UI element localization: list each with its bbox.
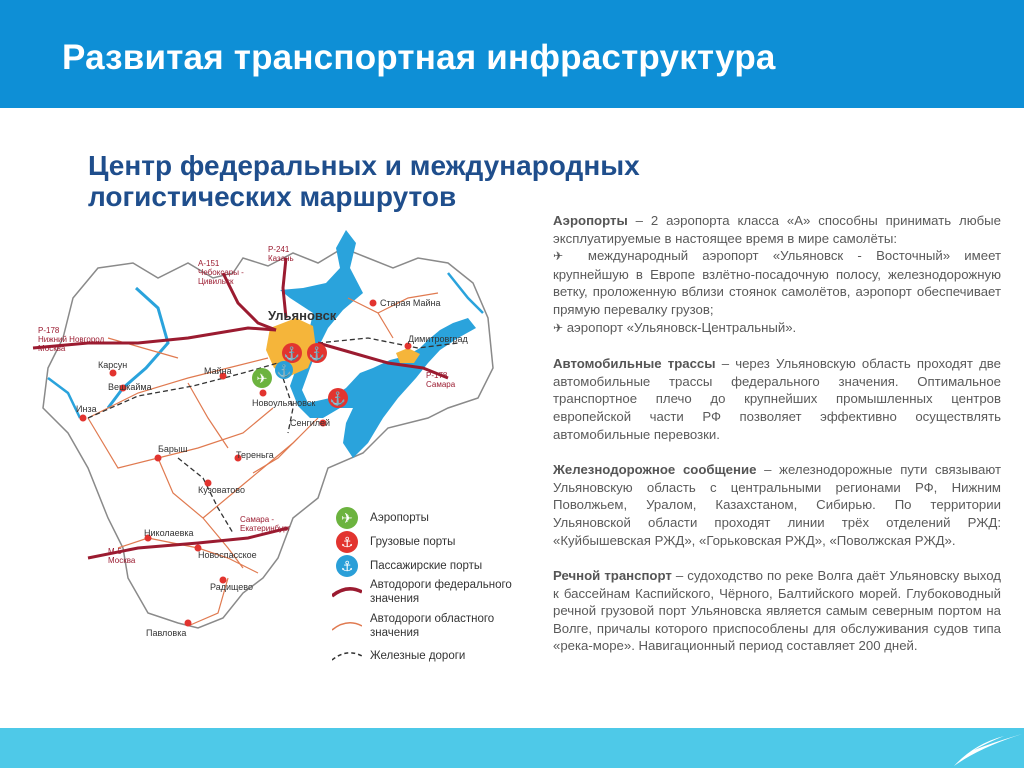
legend-cargo-ports: ⚓ Грузовые порты <box>332 530 455 554</box>
svg-text:Чебоксары -: Чебоксары - <box>198 268 244 277</box>
header-bar <box>0 0 1024 108</box>
passenger-port-marker <box>275 361 293 379</box>
legend-railways: Железные дороги <box>332 644 465 668</box>
svg-text:✈: ✈ <box>256 371 268 386</box>
roads-paragraph: Автомобильные трассы – через Ульяновскую область проходят две автомобильные трассы федерального значения. Оптимальное транспортное плечо до крупнейших промышленных центров европейской части РФ позволяет эффективно осуществлять автомобильные перевозки. <box>553 356 1001 442</box>
svg-text:Москва: Москва <box>108 556 136 565</box>
svg-text:Самара: Самара <box>426 380 456 389</box>
cargo-port-marker-2 <box>307 343 327 363</box>
svg-text:Москва: Москва <box>38 344 66 353</box>
anchor-icon: ⚓ <box>340 558 354 574</box>
svg-text:Цивильск: Цивильск <box>198 277 234 286</box>
svg-text:⚓: ⚓ <box>308 346 326 361</box>
svg-text:⚓: ⚓ <box>283 346 301 361</box>
cargo-port-marker-1 <box>282 343 302 363</box>
page-title: Развитая транспортная инфраструктура <box>62 38 776 77</box>
info-text-column <box>553 212 1001 673</box>
label-novospasskoe: Новоспасское <box>198 550 257 560</box>
label-radishchevo: Радищево <box>210 582 253 592</box>
label-veshkaima: Вешкайма <box>108 382 152 392</box>
svg-text:А-151: А-151 <box>198 259 220 268</box>
svg-text:Нижний Новгород: Нижний Новгород <box>38 335 105 344</box>
airports-heading: Аэропорты <box>553 213 628 228</box>
legend-passenger-ports: ⚓ Пассажирские порты <box>332 554 482 578</box>
svg-text:⚓: ⚓ <box>276 364 292 378</box>
logo-swoosh-icon <box>934 728 1024 768</box>
legend-airports: ✈ Аэропорты <box>332 506 429 530</box>
rail-heading: Железнодорожное сообщение <box>553 462 757 478</box>
cargo-port-marker-3 <box>328 388 348 408</box>
svg-text:⚓: ⚓ <box>329 391 347 406</box>
svg-text:Р-178: Р-178 <box>38 326 60 335</box>
svg-text:Самара -: Самара - <box>240 515 275 524</box>
label-mayna: Майна <box>204 366 232 376</box>
svg-text:Екатеринбург: Екатеринбург <box>240 524 291 533</box>
label-inza: Инза <box>76 404 97 414</box>
label-staraya-mayna: Старая Майна <box>380 298 441 308</box>
label-terenga: Тереньга <box>236 450 274 460</box>
label-dimitrovgrad: Димитровград <box>408 334 468 344</box>
label-nikolaevka: Николаевка <box>144 528 194 538</box>
airplane-icon: ✈ <box>553 249 574 264</box>
airplane-icon: ✈ <box>553 320 564 335</box>
roads-heading: Автомобильные трассы <box>553 356 716 372</box>
airport-marker <box>252 368 272 388</box>
airports-paragraph: Аэропорты – 2 аэропорта класса «А» способны принимать любые эксплуатируемые в настоящее время в мире самолёты: ✈ международный аэропорт «Ульяновск - Восточный» имеет крупнейшую в Европе взлётно-посадочную полосу, железнодорожную ветку, проложенную вблизи стоянок самолётов, аэропорт обеспечивает прямую перевалку грузов; ✈ аэропорт «Ульяновск-Центральный». <box>553 213 1001 335</box>
airplane-icon: ✈ <box>341 510 353 526</box>
footer-bar <box>0 728 1024 768</box>
subtitle-line-2: логистических маршрутов <box>88 181 457 212</box>
svg-text:М-5: М-5 <box>108 547 122 556</box>
legend-regional-roads: Автодороги областного значения <box>332 612 530 640</box>
river-heading: Речной транспорт <box>553 568 672 584</box>
svg-text:Р-178: Р-178 <box>426 371 448 380</box>
section-subtitle <box>88 150 640 212</box>
label-senguley: Сенгилей <box>290 418 331 428</box>
label-ulyanovsk: Ульяновск <box>268 308 337 323</box>
legend-federal-roads: Автодороги федерального значения <box>332 578 530 606</box>
svg-text:Р-241: Р-241 <box>268 245 290 254</box>
label-barysh: Барыш <box>158 444 188 454</box>
subtitle-line-1: Центр федеральных и международных <box>88 150 640 181</box>
river-paragraph: Речной транспорт – судоходство по реке Волга даёт Ульяновску выход к бассейнам Каспийского, Чёрного, Балтийского морей. Глубоководный речной грузовой порт Ульяновска является самым северным портом на Волге, причалы которого приспособлены для обслуживания судов типа «река-море». Навигационный период составляет 200 дней. <box>553 568 1001 654</box>
label-kuzovatovo: Кузоватово <box>198 485 245 495</box>
label-karsun: Карсун <box>98 360 128 370</box>
svg-text:Казань: Казань <box>268 254 294 263</box>
label-novoulyanovsk: Новоульяновск <box>252 398 316 408</box>
rail-paragraph: Железнодорожное сообщение – железнодорожные пути связывают Ульяновскую область с центральными регионами РФ, Нижним Поволжьем, Уралом, Казахстаном, Сибирью. По территории Ульяновской области проходят линии трёх отделений РЖД: «Куйбышевская РЖД», «Горьковская РЖД», «Поволжская РЖД». <box>553 462 1001 548</box>
label-pavlovka: Павловка <box>146 628 187 638</box>
anchor-icon: ⚓ <box>340 534 354 550</box>
